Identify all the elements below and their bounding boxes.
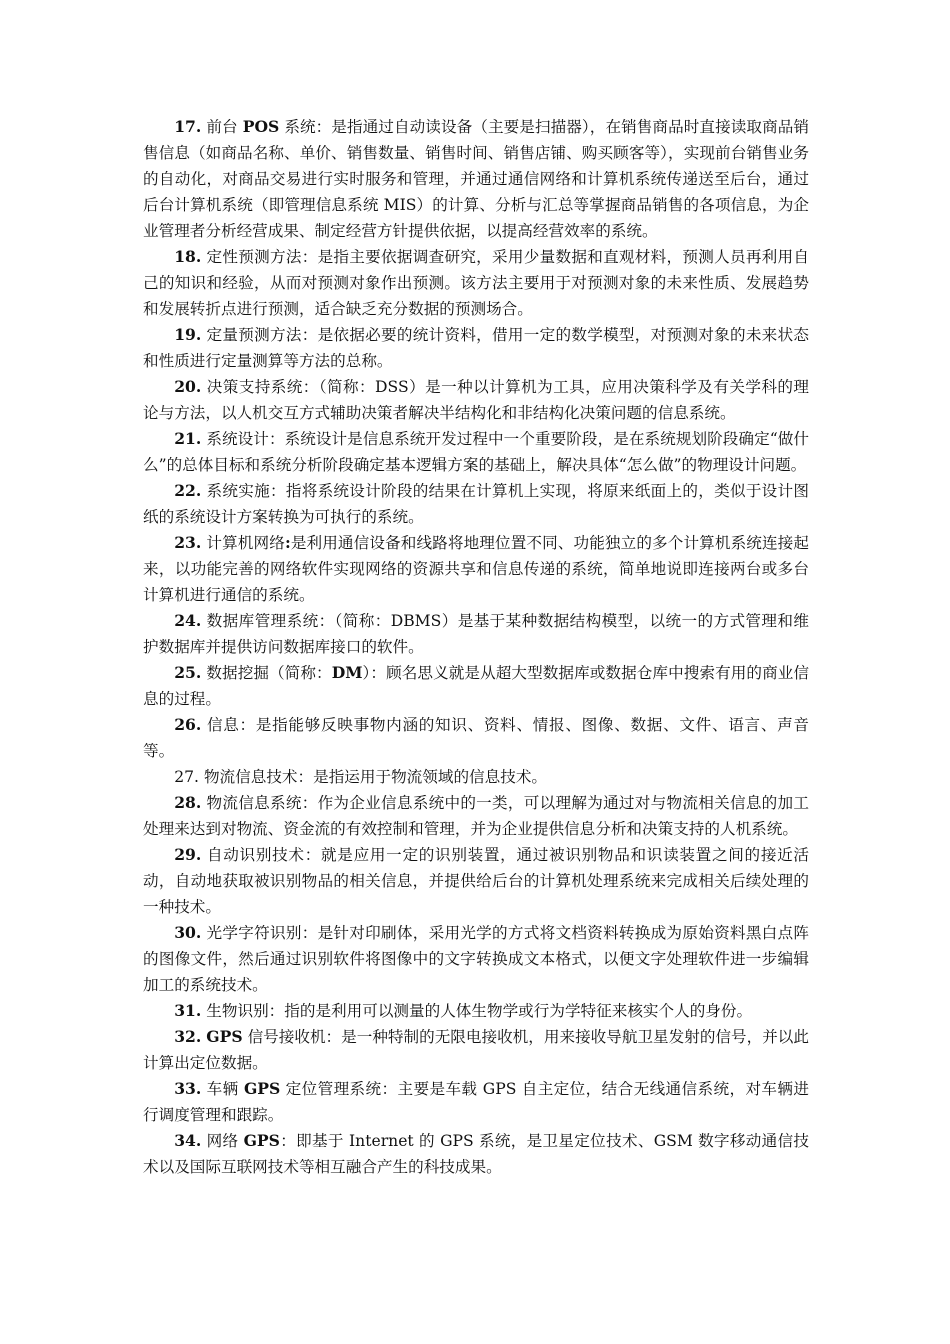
glossary-entry	[143, 530, 809, 608]
entry-text: 信号接收机：是一种特制的无限电接收机，用来接收导航卫星发射的信号，并以此计算出定位数据。	[143, 1028, 809, 1072]
entry-text: 决策支持系统：（简称：DSS）是一种以计算机为工具，应用决策科学及有关学科的理论与方法，以人机交互方式辅助决策者解决半结构化和非结构化决策问题的信息系统。	[143, 378, 809, 422]
entry-text: ：即基于 Internet 的 GPS 系统，是卫星定位技术、GSM 数字移动通信技术以及国际互联网技术等相互融合产生的科技成果。	[143, 1132, 809, 1176]
entry-text: 自动识别技术：就是应用一定的识别装置，通过被识别物品和识读装置之间的接近活动，自动地获取被识别物品的相关信息，并提供给后台的计算机处理系统来完成相关后续处理的一种技术。	[143, 846, 809, 916]
glossary-entry	[143, 374, 809, 426]
glossary-entry	[143, 712, 809, 764]
entry-text: 系统实施：指将系统设计阶段的结果在计算机上实现，将原来纸面上的，类似于设计图纸的系统设计方案转换为可执行的系统。	[143, 482, 809, 526]
entry-number: 31.	[174, 1001, 202, 1020]
glossary-entry	[143, 842, 809, 920]
entry-text: 系统：是指通过自动读设备（主要是扫描器），在销售商品时直接读取商品销售信息（如商品名称、单价、销售数量、销售时间、销售店铺、购买顾客等），实现前台销售业务的自动化，对商品交易进行实时服务和管理，并通过通信网络和计算机系统传递送至后台，通过后台计算机系统（即管理信息系统 MIS）的计算、分析与汇总等掌握商品销售的各项信息，为企业管理者分析经营成果、制定经营方针提供依据，以提高经营效率的系统。	[143, 118, 809, 240]
entry-number: 18.	[174, 247, 202, 266]
glossary-entry	[143, 764, 809, 790]
entry-text: 生物识别：指的是利用可以测量的人体生物学或行为学特征来核实个人的身份。	[201, 1002, 753, 1020]
entry-text: 光学字符识别：是针对印刷体，采用光学的方式将文档资料转换成为原始资料黑白点阵的图像文件，然后通过识别软件将图像中的文字转换成文本格式，以便文字处理软件进一步编辑加工的系统技术。	[143, 924, 809, 994]
glossary-entry	[143, 244, 809, 322]
entry-number: 19.	[174, 325, 202, 344]
glossary-entry	[143, 998, 809, 1024]
entry-number: 34.	[174, 1131, 202, 1150]
entry-number: 22.	[174, 481, 202, 500]
entry-number: 26.	[174, 715, 202, 734]
entry-number: 24.	[174, 611, 202, 630]
glossary-entry	[143, 322, 809, 374]
entry-text: 数据库管理系统：（简称：DBMS）是基于某种数据结构模型，以统一的方式管理和维护数据库并提供访问数据库接口的软件。	[143, 612, 809, 656]
entry-number: 33.	[174, 1079, 202, 1098]
glossary-entry	[143, 660, 809, 712]
entry-text: :	[284, 533, 291, 552]
entry-text: POS	[242, 117, 280, 136]
entry-number: 20.	[174, 377, 202, 396]
entry-text: 网络	[201, 1132, 244, 1150]
entry-text: GPS	[243, 1079, 281, 1098]
entry-number: 25.	[174, 663, 202, 682]
entry-text: 是利用通信设备和线路将地理位置不同、功能独立的多个计算机系统连接起来，以功能完善的网络软件实现网络的资源共享和信息传递的系统，简单地说即连接两台或多台计算机进行通信的系统。	[143, 534, 809, 604]
entry-number: 28.	[174, 793, 202, 812]
entry-text: 计算机网络	[201, 534, 285, 552]
entry-text: 定性预测方法：是指主要依据调查研究，采用少量数据和直观材料，预测人员再利用自己的知识和经验，从而对预测对象作出预测。该方法主要用于对预测对象的未来性质、发展趋势和发展转折点进行预测，适合缺乏充分数据的预测场合。	[143, 248, 809, 318]
entry-text: 物流信息系统：作为企业信息系统中的一类，可以理解为通过对与物流相关信息的加工处理来达到对物流、资金流的有效控制和管理，并为企业提供信息分析和决策支持的人机系统。	[143, 794, 809, 838]
entry-number: 32.	[174, 1027, 202, 1046]
entry-text: 定位管理系统：主要是车载 GPS 自主定位，结合无线通信系统，对车辆进行调度管理和跟踪。	[143, 1080, 809, 1124]
glossary-entry	[143, 608, 809, 660]
entry-text: 定量预测方法：是依据必要的统计资料，借用一定的数学模型，对预测对象的未来状态和性质进行定量测算等方法的总称。	[143, 326, 809, 370]
glossary-entry	[143, 1076, 809, 1128]
entry-text: 物流信息技术：是指运用于物流领域的信息技术。	[199, 768, 548, 786]
glossary-entry	[143, 478, 809, 530]
glossary-entry	[143, 1128, 809, 1180]
glossary-entry	[143, 790, 809, 842]
entry-text: 系统设计：系统设计是信息系统开发过程中一个重要阶段，是在系统规划阶段确定“做什么”的总体目标和系统分析阶段确定基本逻辑方案的基础上，解决具体“怎么做”的物理设计问题。	[143, 430, 809, 474]
glossary-entry	[143, 920, 809, 998]
entry-text: 车辆	[201, 1080, 244, 1098]
entry-number: 29.	[174, 845, 202, 864]
entry-number: 23.	[174, 533, 202, 552]
entry-number: 21.	[174, 429, 202, 448]
document-body	[143, 114, 809, 1180]
entry-text: 数据挖掘（简称：	[201, 664, 332, 682]
entry-text: DM	[331, 663, 363, 682]
entry-text: 前台	[201, 118, 243, 136]
entry-number: 17.	[174, 117, 202, 136]
entry-text: GPS	[243, 1131, 280, 1150]
entry-text: GPS	[206, 1027, 243, 1046]
glossary-entry	[143, 114, 809, 244]
entry-number: 30.	[174, 923, 202, 942]
glossary-entry	[143, 1024, 809, 1076]
entry-number: 27.	[174, 768, 199, 786]
entry-text: ）：顾名思义就是从超大型数据库或数据仓库中搜索有用的商业信息的过程。	[143, 664, 809, 708]
glossary-entry	[143, 426, 809, 478]
entry-text: 信息：是指能够反映事物内涵的知识、资料、情报、图像、数据、文件、语言、声音等。	[143, 716, 809, 760]
